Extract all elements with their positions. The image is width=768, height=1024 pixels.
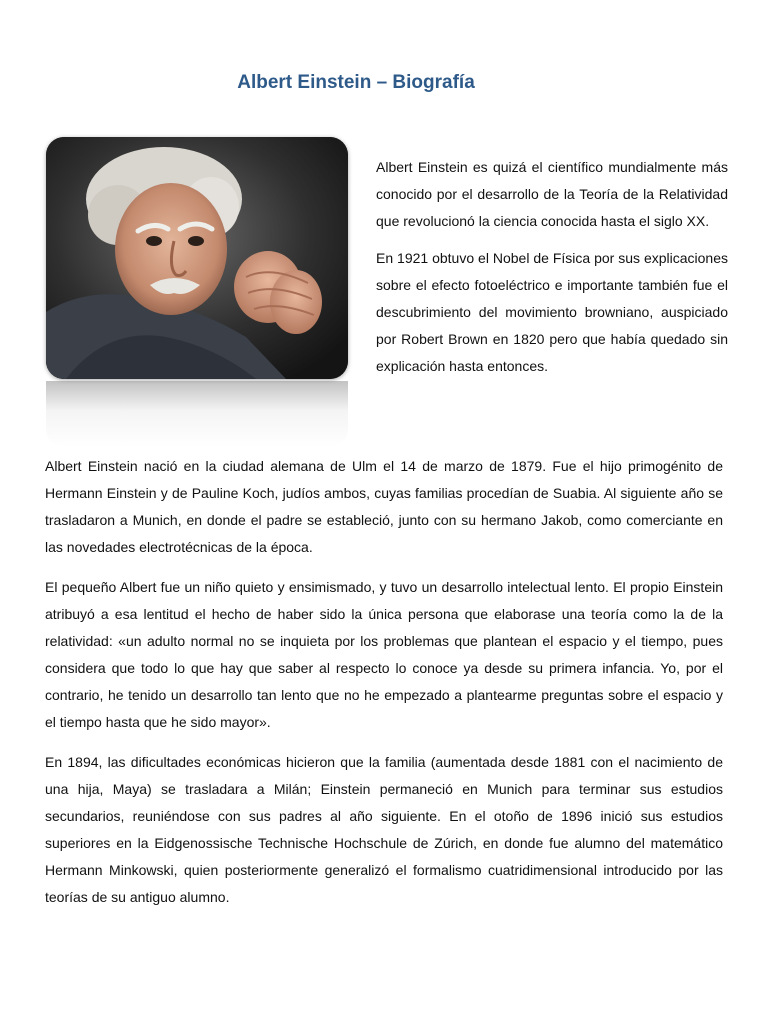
intro-paragraph-1: Albert Einstein es quizá el científico mundialmente más conocido por el desarrollo de la Teoría de la Relatividad que revolucionó la ciencia conocida hasta el siglo XX. bbox=[376, 159, 728, 229]
biography-body bbox=[45, 453, 723, 924]
body-paragraph-1: Albert Einstein nació en la ciudad alemana de Ulm el 14 de marzo de 1879. Fue el hijo primogénito de Hermann Einstein y de Pauline Koch, judíos ambos, cuyas familias procedían de Suabia. Al siguiente año se trasladaron a Munich, en donde el padre se estableció, junto con su hermano Jakob, como comerciante en las novedades electrotécnicas de la época. bbox=[45, 458, 723, 555]
portrait-reflection bbox=[46, 381, 348, 447]
body-paragraph-3: En 1894, las dificultades económicas hicieron que la familia (aumentada desde 1881 con el nacimiento de una hija, Maya) se trasladara a Milán; Einstein permaneció en Munich para terminar sus estudios secundarios, reuniéndose con sus padres al año siguiente. En el otoño de 1896 inició sus estudios superiores en la Eidgenossische Technische Hochschule de Zúrich, en donde fue alumno del matemático Hermann Minkowski, quien posteriormente generalizó el formalismo cuatridimensional introducido por las teorías de su antiguo alumno. bbox=[45, 754, 723, 905]
body-paragraph-2: El pequeño Albert fue un niño quieto y ensimismado, y tuvo un desarrollo intelectual lento. El propio Einstein atribuyó a esa lentitud el hecho de haber sido la única persona que elaborase una teoría como la de la relatividad: «un adulto normal no se inquieta por los problemas que plantean el espacio y el tiempo, pues considera que todo lo que hay que saber al respecto lo conoce ya desde su primera infancia. Yo, por el contrario, he tenido un desarrollo tan lento que no he empezado a plantearme preguntas sobre el espacio y el tiempo hasta que he sido mayor». bbox=[45, 579, 723, 730]
page-title: Albert Einstein – Biografía bbox=[237, 72, 475, 93]
intro-paragraph-2: En 1921 obtuvo el Nobel de Física por sus explicaciones sobre el efecto fotoeléctrico e importante también fue el descubrimiento del movimiento browniano, auspiciado por Robert Brown en 1820 pero que había quedado sin explicación hasta entonces. bbox=[376, 250, 728, 374]
intro-text-column bbox=[376, 154, 728, 390]
portrait-photo-icon bbox=[46, 137, 348, 379]
portrait-figure bbox=[46, 137, 348, 447]
